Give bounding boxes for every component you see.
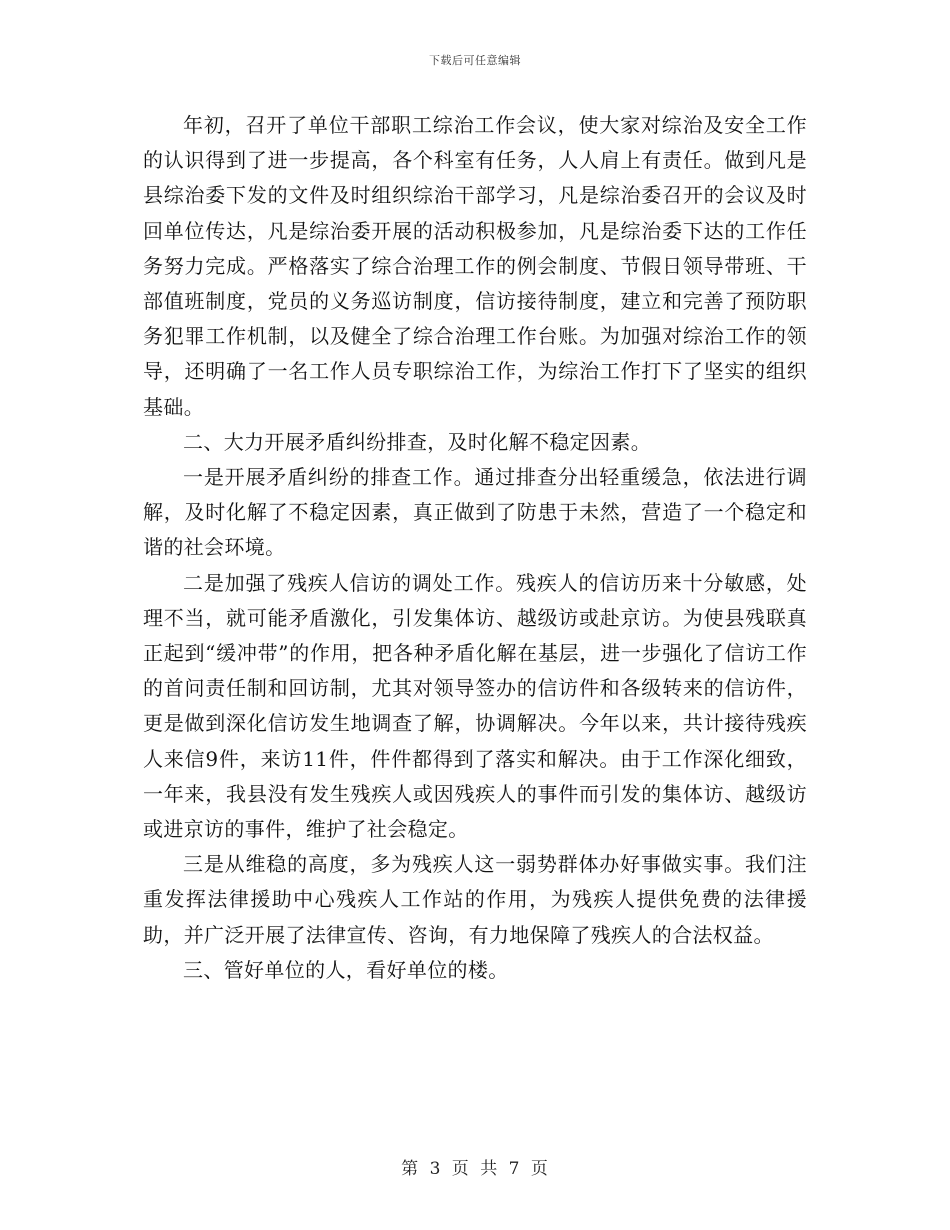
section-heading-2: 二、大力开展矛盾纠纷排查，及时化解不稳定因素。	[183, 429, 652, 454]
paragraph-item-2: 二是加强了残疾人信访的调处工作。残疾人的信访历来十分敏感，处理不当，就可能矛盾激化，引发集体访、越级访或赴京访。为使县残联真正起到“缓冲带”的作用，把各种矛盾化解在基层，进一步强化了信访工作的首问责任制和回访制，尤其对领导签办的信访件和各级转来的信访件，更是做到深化信访发生地调查了解，协调解决。今年以来，共计接待残疾人来信9件，来访11件，件件都得到了落实和解决。由于工作深化细致，一年来，我县没有发生残疾人或因残疾人的事件而引发的集体访、越级访或进京访的事件，维护了社会稳定。	[143, 570, 807, 842]
page-header: 下载后可任意编辑	[429, 54, 521, 67]
paragraph-item-1: 一是开展矛盾纠纷的排查工作。通过排查分出轻重缓急，依法进行调解，及时化解了不稳定因素，真正做到了防患于未然，营造了一个稳定和谐的社会环境。	[143, 465, 807, 560]
page-number: 第 3 页 共 7 页	[401, 1159, 549, 1179]
document-body	[143, 108, 807, 988]
section-heading-3: 三、管好单位的人，看好单位的楼。	[183, 957, 509, 982]
paragraph-item-3: 三是从维稳的高度，多为残疾人这一弱势群体办好事做实事。我们注重发挥法律援助中心残疾人工作站的作用，为残疾人提供免费的法律援助，并广泛开展了法律宣传、咨询，有力地保障了残疾人的合法权益。	[143, 852, 807, 947]
paragraph-intro: 年初，召开了单位干部职工综治工作会议，使大家对综治及安全工作的认识得到了进一步提高，各个科室有任务，人人肩上有责任。做到凡是县综治委下发的文件及时组织综治干部学习，凡是综治委召开的会议及时回单位传达，凡是综治委开展的活动积极参加，凡是综治委下达的工作任务努力完成。严格落实了综合治理工作的例会制度、节假日领导带班、干部值班制度，党员的义务巡访制度，信访接待制度，建立和完善了预防职务犯罪工作机制，以及健全了综合治理工作台账。为加强对综治工作的领导，还明确了一名工作人员专职综治工作，为综治工作打下了坚实的组织基础。	[143, 113, 807, 419]
